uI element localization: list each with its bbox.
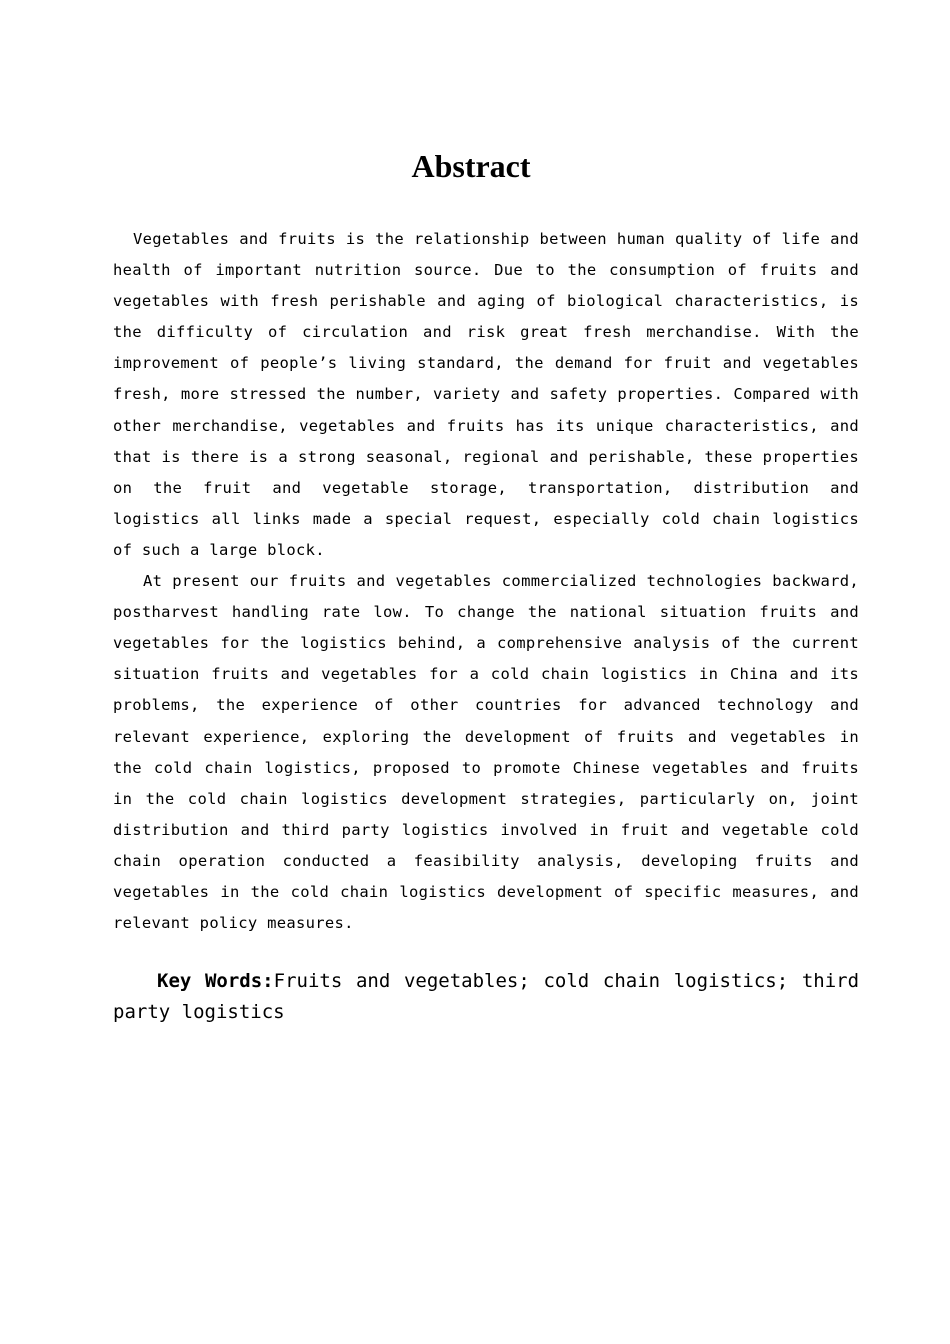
abstract-paragraph-1: Vegetables and fruits is the relationship between human quality of life and health of important nutrition source. Due to the consumption of fruits and vegetables with fresh perishable and aging of biological characteristics, is the difficulty of circulation and risk great fresh merchandise. With the improvement of people’s living standard, the demand for fruit and vegetables fresh, more stressed the number, variety and safety properties. Compared with other merchandise, vegetables and fruits has its unique characteristics, and that is there is a strong seasonal, regional and perishable, these properties on the fruit and vegetable storage, transportation, distribution and logistics all links made a special request, especially cold chain logistics of such a large block.	[113, 230, 859, 559]
keywords-line	[113, 966, 859, 1028]
keywords-label: Key Words:	[157, 970, 274, 992]
abstract-body	[113, 224, 859, 939]
abstract-paragraph-2: At present our fruits and vegetables commercialized technologies backward, postharvest handling rate low. To change the national situation fruits and vegetables for the logistics behind, a comprehensive analysis of the current situation fruits and vegetables for a cold chain logistics in China and its problems, the experience of other countries for advanced technology and relevant experience, exploring the development of fruits and vegetables in the cold chain logistics, proposed to promote Chinese vegetables and fruits in the cold chain logistics development strategies, particularly on, joint distribution and third party logistics involved in fruit and vegetable cold chain operation conducted a feasibility analysis, developing fruits and vegetables in the cold chain logistics development of specific measures, and relevant policy measures.	[113, 572, 859, 933]
abstract-title: Abstract	[411, 148, 531, 184]
keywords-value: Fruits and vegetables; cold chain logistics; third party logistics	[113, 970, 860, 1023]
